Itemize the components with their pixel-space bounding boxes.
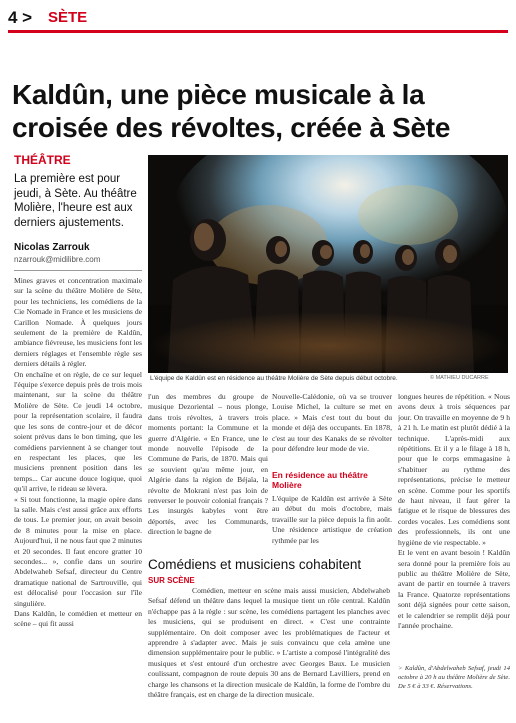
author-divider [14,270,142,271]
author-email: nzarrouk@midilibre.com [14,255,101,264]
header-rule [8,30,508,33]
section-headline: Comédiens et musiciens cohabitent [148,557,362,572]
page-number: 4 > [8,8,33,27]
info-box: > Kaldûn, d'Abdelwaheb Sefsaf, jeudi 14 octobre à 20 h au théâtre Molière de Sète. De 5 € à 33 €. Réservations. [398,665,510,690]
subhead-residence: En résidence au théâtre Molière [272,470,368,490]
page-header [8,8,508,30]
section-name: SÈTE [48,9,88,26]
photo-caption: L'équipe de Kaldûn est en résidence au théâtre Molière de Sète depuis début octobre. [150,375,398,382]
body-column-1: Mines graves et concentration maximale sur la scène du théâtre Molière de Sète, pour les techniciens, les comédiens de la Cie Nomade in France et les musiciens de Carillon Nomade. À quelques jours seulement de la première de Kaldûn, ambiance fiévreuse, les musiciens font les derniers réglages et l'ensemble règle ses derniers détails à régler. On enchaîne et on règle, de ce sur lequel l'équipe s'exerce depuis près de trois mois maintenant, sur la scène du théâtre Molière de Sète. Ce jeudi 14 octobre, pour la représentation scolaire, il faudra que les sons de contre-jour et de décor soient prévus dans le bon timing, que les comédiens parviennent à se changer tout en respectant les places, que les musiciens prennent position dans les temps... Car aucune douce logique, quoi qu'il arrive, le rideau se lèvera. « Si tout fonctionne, la magie opère dans la salle. Mais c'est aussi grâce aux efforts de tous. Le premier jour, on avait besoin de 8 minutes pour la mise en place. Aujourd'hui, il ne nous faut que 2 minutes et 20 secondes. Il faut encore gratter 10 secondes... », confie dans un sourire Abdelwaheb Sefsaf, directeur du Centre dramatique national de Sartrouville, qui est délocalisé pour l'occasion sur l'île singulière. Dans Kaldûn, le comédien et metteur en scène – qui fit aussi [14,276,142,629]
photo-credit: © MATHIEU DUCARRE [430,375,489,381]
body-column-bottom: Comédien, metteur en scène mais aussi musicien, Abdelwaheb Sefsaf défend un théâtre dans lequel la musique tient un rôle central. Kaldûn n'échappe pas à la règle : sur scène, les comédiens partagent les planches avec les musiciens, qui se produisent en direct. « C'est une contrainte supplémentaire. On doit composer avec les problématiques de l'acteur et apprendre à s'adapter avec. Mais je suis convaincu que cela amène une dimension supplémentaire pour le public. » L'artiste a composé l'intégralité des musiques et s'est entouré d'un orchestre avec Georges Baux. Le musicien coulissant, compagnon de route depuis 30 ans de Bernard Lavilliers, prend en charge les chansons et la direction musicale de Kaldûn, la forme de l'ombre du théâtre français, est en charge de la direction musicale. [148,586,390,700]
body-column-2: l'un des membres du groupe de musique Dezoriental – nous plonge, dans trois révoltes, à travers trois moments portant: la Commune et la guerre d'Algérie. « En France, une le monde nouvelle l'épisode de la Commune de Paris, de 1870. Mais qui se souvient qu'au même jour, en Algérie dans la région de Béjaïa, la révolte de Mokrani n'est pas loin de renverser le pouvoir colonial français ? Les insurgés kabyles vont être déportés, avec les Communards, direction le bagne de [148,392,268,537]
article-photo [148,155,508,373]
body-column-3: Nouvelle-Calédonie, où va se trouver Louise Michel, la culture se met en place. » Mais c'est tout du bout du monde et déjà des occupants. En 1878, c'est au tour des Kanaks de se révolter pour défendre leur mode de vie. [272,392,392,454]
section-label: SUR SCÈNE [148,576,195,585]
author-name: Nicolas Zarrouk [14,242,90,253]
body-column-4: longues heures de répétition. « Nous avons deux à trois séquences par jour. On travaille en moyenne de 9 h à 21 h. Le matin est plutôt dédié à la technique. L'après-midi aux répétitions. Et il y a le filage à 18 h, pour que le corps emmagasine à s'habituer au rythme des représentations, précise le metteur en scène. Comme pour les sportifs de haut niveau, il faut gérer la fatigue et le risque de blessures des cordes vocales. Les comédiens sont des professionnels, ils ont une hygiène de vie respectable. » Et le vent en avant besoin ! Kaldûn sera donné pour la première fois au public au théâtre Molière de Sète, avant de partir en tournée à travers la France. Quatorze représentations sont déjà signées pour cette saison, et le calendrier se remplit déjà pour l'année prochaine. [398,392,510,630]
article-kicker: THÉÂTRE [14,153,71,167]
body-column-3b: L'équipe de Kaldûn est arrivée à Sète au début du mois d'octobre, mais travaille sur la pièce depuis la fin août. Une résidence artistique de création rythmée par les [272,494,392,545]
article-lead: La première est pour jeudi, à Sète. Au théâtre Molière, l'heure est aux derniers ajustements. [14,173,137,229]
article-headline: Kaldûn, une pièce musicale à la croisée des révoltes, créée à Sète [12,79,451,143]
